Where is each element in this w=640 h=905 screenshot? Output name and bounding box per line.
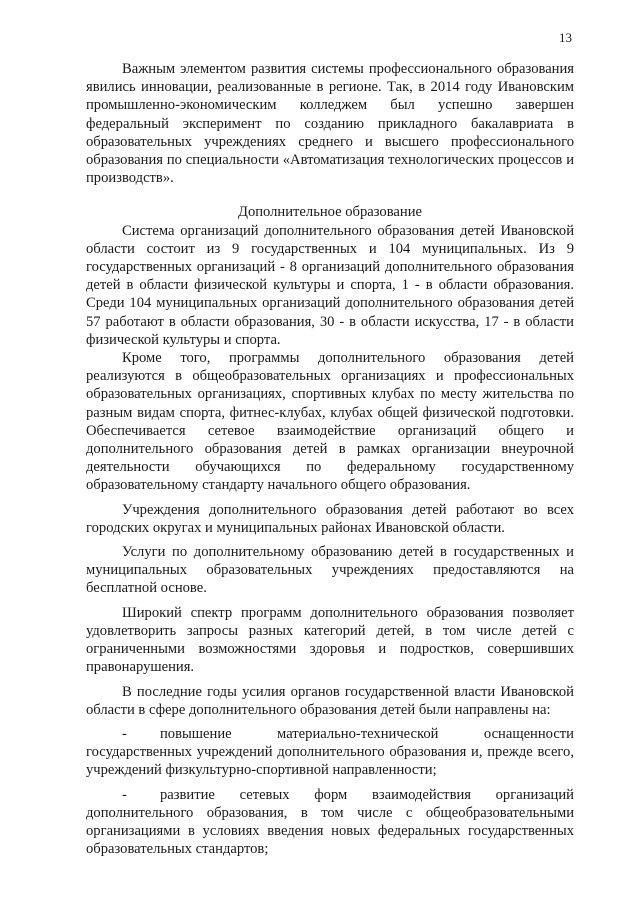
list-item bbox=[86, 725, 574, 780]
list-item-text: развитие сетевых форм взаимодействия организаций дополнительного образования, в том числе с общеобразовательными организациями в условиях введения новых федеральных государственных образовательных стандартов; bbox=[86, 786, 574, 858]
page-number: 13 bbox=[559, 30, 572, 45]
document-body bbox=[86, 60, 574, 858]
list-marker: - bbox=[122, 725, 127, 742]
paragraph-innovations: Важным элементом развития системы профессионального образования явились инновации, реализованные в регионе. Так, в 2014 году Ивановским промышленно-экономическим колледжем был успешно завершен федеральный эксперимент по созданию прикладного бакалавриата в образовательных учреждениях среднего и высшего профессионального образования по специальности «Автоматизация технологических процессов и производств». bbox=[86, 61, 574, 187]
paragraph-institutions: Учреждения дополнительного образования детей работают во всех городских округах и муниципальных районах Ивановской области. bbox=[86, 501, 574, 536]
paragraph-system-overview: Система организаций дополнительного образования детей Ивановской области состоит из 9 государственных и 104 муниципальных. Из 9 государственных организаций - 8 организаций дополнительного образования детей в области физической культуры и спорта, 1 - в области образования. Среди 104 муниципальных организаций дополнительного образования детей 57 работают в области образования, 30 - в области искусства, 17 - в области физической культуры и спорта. bbox=[86, 222, 574, 348]
section-heading: Дополнительное образование bbox=[237, 204, 423, 221]
list-item-text: повышение материально-технической оснащенности государственных учреждений дополнительного образования и, прежде всего, учреждений физкультурно-спортивной направленности; bbox=[86, 725, 574, 779]
paragraph-wide-range: Широкий спектр программ дополнительного образования позволяет удовлетворить запросы разных категорий детей, в том числе детей с ограниченными возможностями здоровья и подростков, совершивших правонарушения. bbox=[86, 604, 574, 676]
paragraph-free-services: Услуги по дополнительному образованию детей в государственных и муниципальных образовательных учреждениях предоставляются на бесплатной основе. bbox=[86, 544, 574, 597]
list-marker: - bbox=[122, 786, 127, 803]
paragraph-programs: Кроме того, программы дополнительного образования детей реализуются в общеобразовательных организациях и профессиональных образовательных организациях, спортивных клубах по месту жительства по разным видам спорта, фитнес-клубах, клубах общей физической подготовки. Обеспечивается сетевое взаимодействие организаций общего и дополнительного образования детей в рамках организации внеурочной деятельности обучающихся по федеральному государственному образовательному стандарту начального общего образования. bbox=[86, 350, 574, 494]
list-item bbox=[86, 786, 574, 859]
paragraph-efforts-intro: В последние годы усилия органов государственной власти Ивановской области в сфере дополнительного образования детей были направлены на: bbox=[86, 683, 574, 718]
